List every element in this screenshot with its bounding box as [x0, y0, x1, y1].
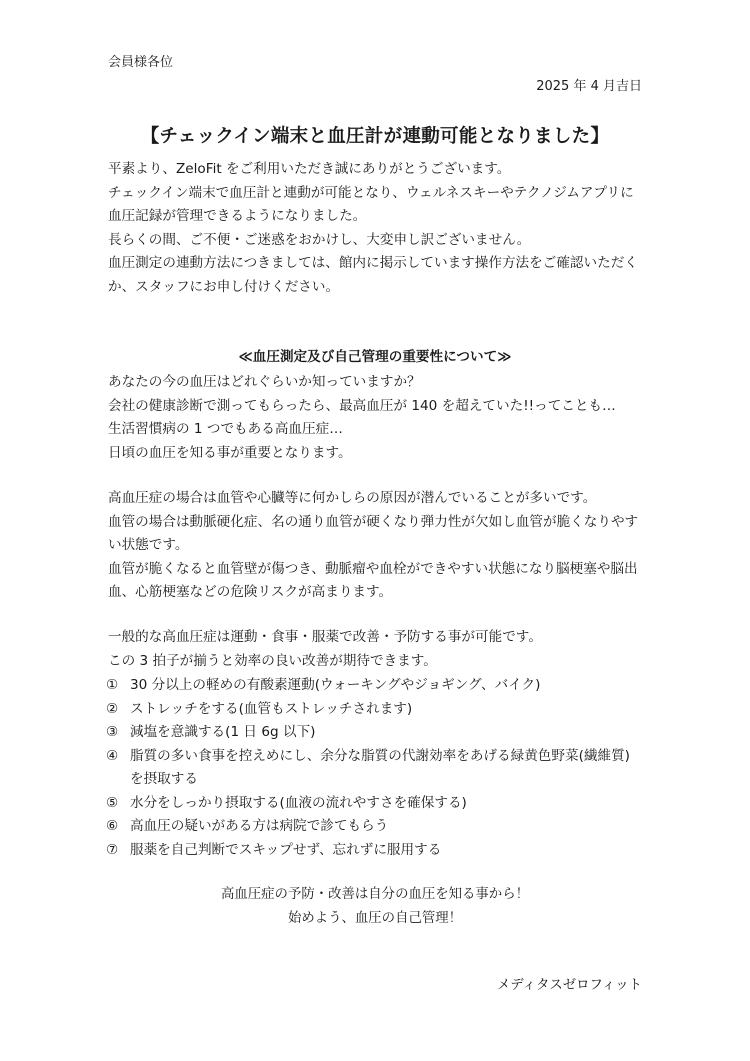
paragraph-line: あなたの今の血圧はどれぐらいか知っていますか？ [108, 374, 421, 390]
intro-paragraph [108, 158, 648, 299]
list-text: 高血圧の疑いがある方は病院で診てもらう [130, 818, 389, 834]
list-item [106, 674, 651, 698]
paragraph-prevention [108, 626, 648, 673]
paragraph-line: この 3 拍子が揃うと効率の良い改善が期待できます。 [108, 652, 437, 669]
paragraph-line: 高血圧症の場合は血管や心臓等に何かしらの原因が潜んでいることが多いです。 [108, 490, 597, 506]
paragraph-line: 血、心筋梗塞などの危険リスクが高まります。 [108, 584, 393, 600]
document-title: 【チェックイン端末と血圧計が連動可能となりました】 [140, 126, 610, 147]
paragraph-line: 生活習慣病の 1 つでもある高血圧症… [108, 421, 343, 437]
list-item [106, 721, 651, 745]
paragraph-blood-pressure-awareness [108, 371, 648, 465]
recipient-line: 会員様各位 [108, 55, 174, 70]
intro-line: チェックイン端末で血圧計と連動が可能となり、ウェルネスキーやテクノジムアプリに [108, 184, 634, 201]
paragraph-line: 血管の場合は動脈硬化症、名の通り血管が硬くなり弾力性が欠如し血管が脆くなりやす [108, 513, 639, 530]
list-number: ⑦ [106, 841, 119, 858]
intro-line: 平素より、ZeloFit をご利用いただき誠にありがとうございます。 [108, 161, 511, 177]
intro-line: か、スタッフにお申し付けください。 [108, 278, 340, 295]
list-item [106, 745, 651, 769]
date-line: 2025 年 4 月吉日 [536, 79, 642, 94]
closing-message [108, 883, 642, 930]
paragraph-line: い状態です。 [108, 537, 189, 553]
closing-line: 始めよう、血圧の自己管理！ [287, 910, 463, 926]
intro-line: 長らくの間、ご不便・ご迷惑をおかけし、大変申し訳ございません。 [108, 231, 531, 248]
signature: メディタスゼロフィット [496, 978, 642, 993]
list-item [106, 839, 651, 863]
list-number: ④ [106, 747, 119, 764]
list-text: 30 分以上の軽めの有酸素運動(ウォーキングやジョギング、バイク) [130, 677, 541, 693]
paragraph-hypertension-causes [108, 487, 648, 605]
section-heading: ≪血圧測定及び自己管理の重要性について≫ [238, 349, 512, 365]
paragraph-line: 日頃の血圧を知る事が重要となります。 [108, 444, 352, 461]
list-text: 水分をしっかり摂取する(血液の流れやすさを確保する) [130, 794, 467, 811]
paragraph-line: 血管が脆くなると血管壁が傷つき、動脈瘤や血栓ができやすい状態になり脳梗塞や脳出 [108, 560, 638, 577]
list-number: ① [106, 677, 119, 693]
list-number: ⑤ [106, 794, 119, 811]
paragraph-line: 会社の健康診断で測ってもらったら、最高血圧が 140 を超えていた!!ってことも… [108, 397, 616, 414]
list-text: 脂質の多い食事を控えめにし、余分な脂質の代謝効率をあげる緑黄色野菜(繊維質) [130, 747, 630, 764]
closing-line: 高血圧症の予防・改善は自分の血圧を知る事から！ [221, 887, 529, 902]
prevention-list [106, 674, 651, 862]
list-item [106, 698, 651, 722]
paragraph-line: 一般的な高血圧症は運動・食事・服薬で改善・予防する事が可能です。 [108, 629, 542, 645]
list-number: ③ [106, 724, 119, 740]
list-number: ⑥ [106, 818, 119, 834]
list-text: 減塩を意識する(1 日 6g 以下) [130, 724, 316, 740]
intro-line: 血圧測定の連動方法につきましては、館内に掲示しています操作方法をご確認いただく [108, 255, 638, 271]
list-text: ストレッチをする(血管もストレッチされます) [130, 700, 413, 717]
list-item [106, 792, 651, 816]
list-item [106, 815, 651, 839]
list-number: ② [106, 700, 119, 717]
list-text-continuation: を摂取する [130, 771, 198, 787]
list-text: 服薬を自己判断でスキップせず、忘れずに服用する [130, 841, 442, 858]
intro-line: 血圧記録が管理できるようになりました。 [108, 208, 367, 224]
